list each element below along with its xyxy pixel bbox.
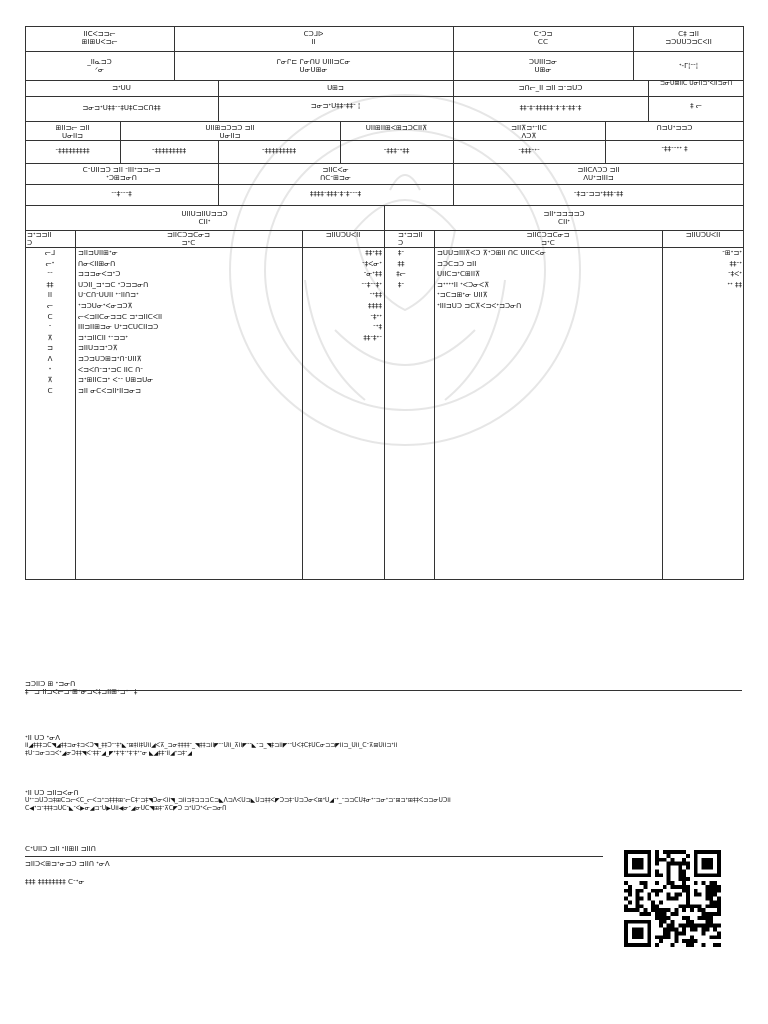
row-code: ‡‡ (397, 259, 405, 268)
footer-label: ᑕᐩᑌIIᑐ ⊐II ᐩII⊞II ⊐IIᑎ (25, 845, 96, 853)
cell-line: ᐩ-ᒥ¦ᐨᐨ¦ (678, 62, 699, 70)
row-amount: ‡‡ᐨᐩ (729, 259, 742, 268)
row-description: ᑎᓂᐸII⊞ᓂᑎ (78, 259, 116, 268)
cell-line: ᑕ‡ ⊐II (678, 30, 699, 38)
title-line: ᑌIIᑌ⊐IIᑌ⊐⊐ᑐ (181, 210, 228, 218)
row-description: ⊐ᑐᑕ⊐ᑐ ⊐II (437, 259, 477, 268)
header-cell-6-4: ᐨ‡‡‡ᐨᐩ‡‡ (383, 147, 410, 155)
row-code: ⊼ (47, 376, 53, 385)
row-amount: ᐨᐩ‡‡ (369, 291, 382, 300)
table-title-left (25, 210, 384, 226)
row-amount: ᐨᐩ‡ (373, 323, 382, 332)
footer-field-4 (25, 845, 605, 853)
row-amount: ‡‡ᐨ‡ᐩᐨ (363, 333, 382, 342)
table-row (0, 270, 768, 278)
cell-line: ᑌᓂII⊐ (61, 132, 84, 140)
header-cell-3-3: ⊐ᑎᓕ_II ⊐II ⊐ᐨ⊐ᑌᑐ (518, 84, 583, 92)
footer-field-2 (25, 734, 750, 758)
table-row (0, 260, 768, 268)
header-cell-8-1: ᐨᐨ‡ᐨᐨᐨ‡ (111, 190, 132, 198)
header-cell-5-1 (25, 124, 120, 140)
header-cell-8-3: ᐨ‡⊐ᐨ⊐⊐ᐩ‡‡‡ᐨ‡‡ (573, 190, 624, 198)
row-description: ᐩIII⊐ᑌᑐ ⊐ᑕ⊼ᐸ⊐ᐸᐩ⊐ᑐᓂᑎ (437, 302, 522, 310)
table-row (0, 249, 768, 257)
row-description: ⊐ᑐ⊐ᑌᑐ⊞⊐ᐩᑎᐨᑌII⊼ (78, 355, 142, 363)
header-cell-2-2 (174, 58, 453, 74)
header-cell-1-4 (633, 30, 744, 46)
header-cell-4-2: ⊐ᓂ⊐ᐩᑌ‡‡ᐨ‡‡ᐨ ¦ (310, 102, 361, 110)
row-code: ᑕ (47, 312, 53, 321)
header-cell-7-2 (218, 166, 453, 182)
row-description: ⊐ᑌᑌ⊐III⊼ᐸᑐ ⊼ᐩᑐ⊞II ᑎᑕ ᑌIIᑕᐸᓂ (437, 249, 546, 257)
header-cell-6-2: ᐨ‡‡‡‡‡‡‡‡‡ (151, 147, 187, 155)
table-row (0, 355, 768, 363)
col-header (434, 231, 662, 247)
table-row (0, 376, 768, 384)
row-description: ⊐⊐⊐ᓂᐸ⊐ᐩᑐ (78, 270, 121, 279)
cell-line: ᑐᑌIII⊐ᓂ (528, 58, 558, 66)
col-header-line: ⊐ᐩ⊐⊐II (398, 231, 423, 239)
row-amount: ᐨ‡ᐸᓂᐩ (361, 259, 382, 268)
row-description: ᑌᐨᑕᑎᐨᑌᑌII ᐩᐨIIᑎ⊐ᐩ (78, 291, 139, 300)
row-code: ᐨ (48, 323, 52, 332)
header-cell-4-4: ‡ ᓕ (690, 102, 702, 110)
col-header-line: ⊐IIᑕᑐ⊐ᑕᓂ⊐ (526, 231, 570, 239)
row-code: ᓕᐩ (45, 259, 55, 268)
row-amount: ‡‡ᐩ‡‡ (365, 249, 382, 257)
header-cell-6-5: ᐨ‡‡‡ᐨᐩᐨ (518, 147, 540, 155)
row-code: ᐩ (48, 365, 52, 374)
footer-line: ᑕ◀ᐩ⊐ᐨ‡‡‡⊐ᑌᑕᐨ◣ᐨᐸ▶ᓂ◢⊐ᐨᑌ▶ᑌII◀ᓂᐨ◢ᓂᑌᑕ◥⊞‡ᐨ⊼ᑕ◤ᑐ ⊐ᐩᑌᑐᐩᐸᓕ⊐ᓂᑎ (25, 805, 227, 812)
col-header-line: ⊐ᐩ⊐⊐II (27, 231, 52, 239)
col-header (398, 231, 434, 247)
row-amount: ᐩᐩ ‡‡ (727, 280, 742, 289)
col-header (27, 231, 73, 247)
col-header-line: ⊐IIᑕᑐ⊐ᑕᓂ⊐ (166, 231, 210, 239)
col-header (302, 231, 384, 239)
header-cell-6-1: ᐨ‡‡‡‡‡‡‡‡‡ (55, 147, 90, 155)
header-cell-1-3 (453, 30, 633, 46)
header-cell-8-2: ‡‡‡‡ᐨ‡‡‡ᐨ‡ᐨ‡ᐨᐨᐨ‡ (309, 190, 362, 198)
row-description: III⊐II⊞⊐ᓂ ᑌᐩ⊐ᑕᑌᑕII⊐ᑐ (78, 323, 159, 332)
header-cell-1-2 (174, 30, 453, 46)
header-cell-5-2 (120, 124, 340, 140)
col-header (662, 231, 744, 239)
col-header-line: ⊐ᐩᑕ (181, 239, 196, 247)
row-code: ᓕ (47, 302, 53, 310)
header-cell-2-1 (25, 58, 174, 74)
col-header (75, 231, 302, 247)
table-row (0, 366, 768, 374)
table-row (0, 323, 768, 331)
title-line: ⊐IIᐩ⊐⊐⊐⊐ᑐ (543, 210, 585, 218)
row-code: ᓕᒧ (44, 249, 56, 257)
table-row (0, 302, 768, 310)
header-cell-3-4: ⊐ᓂᑌ⊞IIᑕ ᑌᓂII⊐ᐨᐸII⊐ᓂᑎ (659, 80, 733, 87)
table-row (0, 313, 768, 321)
row-code: ‡ᐨ (397, 249, 405, 257)
cell-line: _IIᓇ⊐ᑐ (87, 58, 112, 66)
footer-line: ‡‡‡ ‡‡‡‡‡‡‡‡ ᑕᐨᐩᓂ (25, 878, 85, 886)
row-description: ⊐IIᑌ⊐⊐ᐩᑐ⊼ (78, 344, 118, 353)
cell-line: ᑕᑕ (537, 38, 549, 46)
row-amount: ᐨ‡ᐩᐩ (370, 312, 382, 321)
footer-field-3 (25, 789, 750, 813)
cell-line: ᒋᓂᒋ⊏ ᒋᓂᑎᑌ ᑌIII⊐ᑕᓂ (276, 58, 351, 66)
cell-line: ⊞II⊐ᓕ ⊐II (55, 124, 90, 132)
cell-line: ⊐IIᑕᐱᑐᑐ ⊐II (577, 166, 620, 174)
cell-line: ᑌᓂᑌ⊞ᓂ (299, 66, 328, 74)
cell-line: ᑕᑐᒧᐅ (303, 30, 324, 38)
cell-line: ᑕᐩᑐ⊐ (533, 30, 553, 38)
row-code: ᐨᐨ (47, 270, 53, 279)
row-description: ⊐ᐩ⊐IIᑕII ᐩᐨ⊐⊐ᐩ (78, 333, 128, 342)
row-description: ⊐ᐩᐩᐩᐩII ᐩᐸᑐᓂᐸ⊼ (437, 280, 490, 289)
col-header-line: ⊐IIᑌᑐᑌᐸII (685, 231, 721, 239)
header-cell-3-2: ᑌ⊞⊐ (327, 84, 344, 92)
row-amount: ᐨ⊞ᐩ⊐ᐩ (722, 249, 742, 257)
header-cell-7-1 (25, 166, 218, 182)
header-cell-6-3: ᐨ‡‡‡‡‡‡‡‡‡ (261, 147, 297, 155)
row-code: ‡ᓕ (396, 270, 406, 279)
footer-field-4-detail (25, 860, 605, 868)
footer-line: ⊐IIᑐᐸ⊞⊐ᐩᓂ⊐ᑐ ⊐IIᑎ ᐩᓂᐱ (25, 860, 110, 868)
row-description: ᐸ⊐ᐸᑎᐨ⊐ᐩ⊐ᑕ IIᑕ ᑎᐨ (78, 365, 144, 374)
cell-line: ᑕᐨᑌII⊐ᑐ ⊐II ᐨIIIᐩ⊐⊐ᓕ⊐ (82, 166, 161, 174)
cell-line: ᑎᑕᐨ⊞⊐ᓂ (320, 174, 351, 182)
col-header-line: ⊐IIᑌᑐᑌᐸII (325, 231, 361, 239)
footer-line: ᑌᐩᐨ⊐ᑌᑐ⊐‡⊞ᑕ⊐ᓕᐸᑕ_ᓕᐸ⊐ᐩ⊐‡‡‡⊞ᐨᓕᑕ‡ᐨ⊐‡◥ᑐᓂᐸII◥_⊐II⊐‡⊐⊐⊐ᑕ⊐◣ᐱ⊐ᐱᐸᑌ⊐◣ᑌ⊐‡‡ᐸ◤ᑐ⊐‡ᐨᑌ⊐ᑐᓂᐸ⊞ᐩᑌ◢ᐨᐩ_ᐨ⊐⊐ᑕᑌ‡ᓂᐩᐨ⊐ᓂᐩ⊐ᐨ⊞⊐ᐩ⊞‡‡ᐸ⊐⊐ᓂᑌᑐII (25, 797, 451, 804)
cell-line: ᐱᑐ⊼ (521, 132, 537, 140)
row-amount: ᐨᐨ‡ᐨᐨ‡ᐩ (361, 280, 382, 289)
qr-code-icon (624, 850, 721, 947)
header-cell-1-1 (25, 30, 174, 46)
header-cell-6-6: ᐨ‡‡ᐨᐨᐩᐩ ‡ (661, 145, 688, 153)
header-cell-2-4 (633, 62, 744, 70)
footer-line: II◢‡‡‡⊐ᑕ◥◢‡‡⊐ᓂ‡⊐ᐸᑐ◥_‡‡ᑐᐨᐨ‡ᐩ◣ᐨ⊞‡II‡ᑌII◢ᐸ⊼_⊐ᓂ‡‡‡‡ᐨ_◥‡‡⊐II◤ᐨᐨᑌII_⊼II◤ᐨᐨ◣ᐨ⊐_◥‡⊐II◤ᐨᐨᑌᐸ‡ᑕ‡ᑌᑕᓂ⊐⊐◤II⊐_ᑌII_ᑕᐨ⊼⊞ᑌII⊐ᐩII (25, 742, 398, 749)
cell-line: ⊞I⊞ᑌᐸ⊐ᓕ (81, 38, 118, 46)
cell-line: ᑌ⊞ᓂ (534, 66, 552, 74)
row-description: ⊐II ᓂᑕᐸ⊐IIᐩII⊐ᓂ⊐ (78, 386, 141, 395)
row-code: ⊐ (47, 344, 53, 353)
row-code: ⊼ (47, 333, 53, 342)
row-code: ᐱ (47, 355, 53, 363)
footer-label: ᐩII ᑌᑐ ⊐II⊐ᐸᓂᑎ (25, 789, 79, 797)
footer-label: ᐩII ᑌᑐ ᐩᓂᐱ (25, 734, 61, 742)
row-description: ᑌᑐII_⊐ᐩ⊐ᑕ ᐩᑐ⊐⊐ᓂᑎ (78, 280, 149, 289)
footer-line: ‡ᑌᐨ⊐ᓂ⊐⊐ᐸᐩ◢ᓂᑐ‡‡◥ᐸᐨ‡‡ᐨ◢_◤ᐩ‡ᐩ‡ᐨᐩ‡ᐨ‡ᐩᐨᓂ ◣◢‡‡ᐨII◢ᐩ⊐‡ᐨ◢ (25, 750, 193, 757)
table-row (0, 291, 768, 299)
cell-line: ᑎ⊐ᑌᐩ⊐⊐ᑐ (656, 124, 693, 132)
row-amount: ᐨᓂᐩ‡‡ (363, 270, 382, 279)
footer-field-1 (25, 680, 744, 696)
col-header-line: ⊐ᐩᑕ (541, 239, 555, 247)
row-code: ᑕ (47, 386, 53, 395)
table-row (0, 387, 768, 395)
row-code: ‡‡ (46, 280, 54, 289)
header-cell-7-3 (453, 166, 744, 182)
col-header-line: ᑐ (398, 239, 404, 247)
header-cell-3-1: ⊐ᐩᑌᑌ (112, 84, 131, 92)
row-description: ⊐II⊐ᑌII⊞ᐩᓂ (78, 249, 118, 257)
cell-line: IICᐸ⊐⊐ᓕ (83, 30, 116, 38)
cell-line: ⊐II⊼⊐ᐩᐨIIᑕ (511, 124, 547, 132)
row-description: ⊐ᐩ⊞IIᑕ⊐ᐩ ᐸᐨᐨ ᑌ⊞⊐ᑌᓂ (78, 376, 154, 385)
row-amount: ᐨ‡ᐸᐩ (727, 270, 742, 279)
row-description: ᑌIIᑕ⊐ᐩᑕ⊞II⊼ (437, 270, 481, 279)
title-line: ᑕIIᐩ (558, 218, 570, 226)
table-row (0, 344, 768, 352)
row-description: ᐩ⊐ᑐᑌᓂᐩᐸᓂ⊐ᑐ⊼ (78, 302, 133, 310)
cell-line: ᐩᑐ⊞⊐ᓂᑎ (106, 174, 137, 182)
row-description: ᓕᐸ⊐IIᑕᓂ⊐⊐ᑕ ⊐ᐩ⊐IIᑕᐸII (78, 312, 163, 321)
footer-value: ‡ᐨᐨ⊐ᐨII⊐ᐸᓕ⊐ᐩ⊞ᐩᓂ⊐ᐸ‡⊐II⊞ᐩ⊐ᐩᐨᐨ‡ (25, 688, 138, 696)
cell-line: ⊐ᑐᑌᑌᑐ⊐ᑕᐸII (665, 38, 712, 46)
row-code: ‡ᐨ (397, 280, 405, 289)
cell-line: ᑌII⊞II⊞ᐸ⊞⊐ᑐᑕII⊼ (365, 124, 428, 132)
title-line: ᑕIIᐩ (198, 218, 211, 226)
header-cell-5-5 (605, 124, 744, 132)
footer-label: ⊐ᑐIIᑐ ⊞ ᐩ⊐ᓂᑎ (25, 680, 76, 688)
header-cell-5-4 (453, 124, 605, 140)
cell-line: ⊐IIᑕᐸᓂ (322, 166, 349, 174)
cell-line: ᐱᑌᐩ⊐III⊐ (583, 174, 614, 182)
table-title-right (384, 210, 744, 226)
table-row (0, 281, 768, 289)
table-row (0, 334, 768, 342)
cell-line: ᑌII⊞⊐ᑐ⊐ᑐ ⊐II (205, 124, 255, 132)
footer-field-4-value (25, 878, 605, 886)
row-amount: ‡‡‡‡ (368, 302, 382, 310)
col-header-line: ᑐ (27, 239, 33, 247)
row-description: ᐩ⊐ᑕ⊐⊞ᐩᓂ ᑌII⊼ (437, 291, 488, 300)
header-cell-4-3: ‡‡ᐨ‡ᐨ‡‡‡‡‡ᐨ‡ᐨ‡ᐨ‡‡ᐨ‡ (519, 104, 582, 112)
header-cell-2-3 (453, 58, 633, 74)
cell-line: II (311, 38, 316, 46)
header-cell-5-3 (340, 124, 453, 132)
cell-line: ᑌᓂII⊐ (219, 132, 241, 140)
row-code: II (47, 291, 53, 300)
cell-line: ᐟᓂ (95, 66, 104, 74)
header-cell-4-1: ⊐ᓂ⊐ᐩᑌ‡‡ᐨᐨ‡ᑌ‡ᑕ⊐ᑕᑎ‡‡ (82, 104, 161, 112)
